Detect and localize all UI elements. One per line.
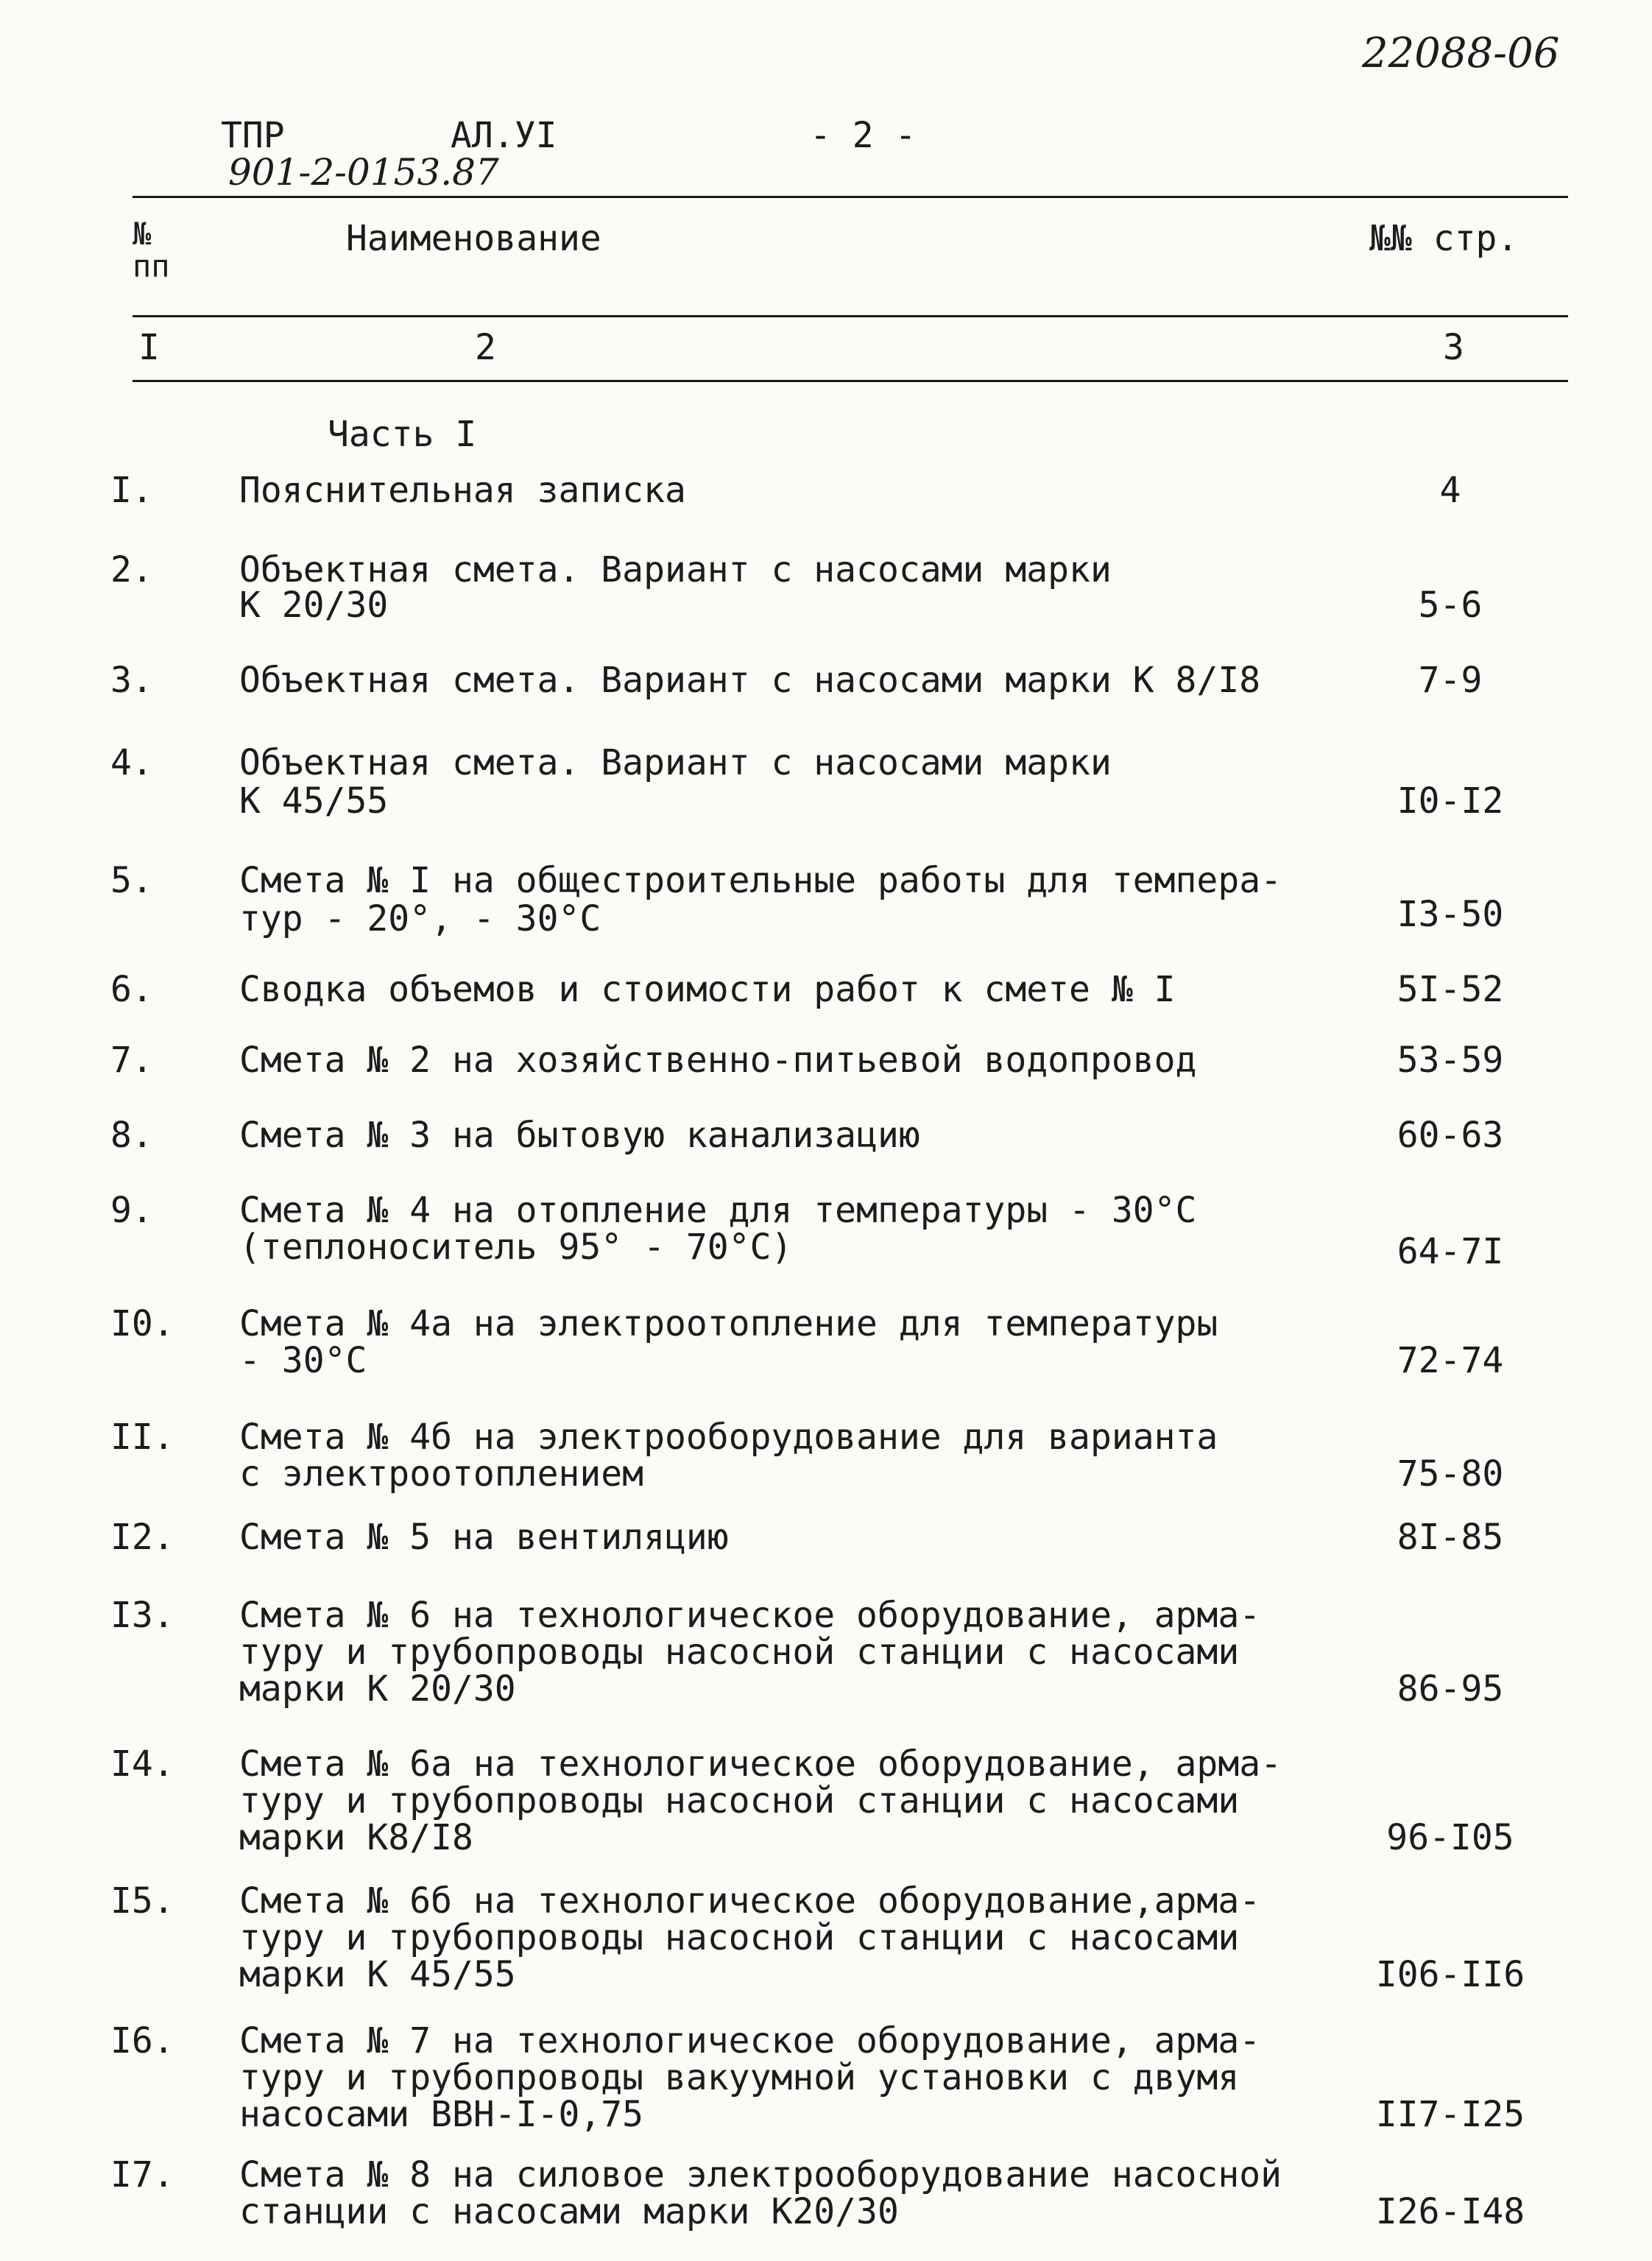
row-title: туру и трубопроводы вакуумной установки с двумя [239, 2057, 1240, 2098]
row-title: станции с насосами марки К20/30 [239, 2191, 899, 2232]
row-pages: 53-59 [1397, 1040, 1504, 1081]
row-pages: 72-74 [1397, 1340, 1504, 1381]
row-number: I5. [110, 1880, 174, 1922]
column-index-2: 2 [475, 327, 496, 368]
row-title: Смета № 4б на электрооборудование для варианта [239, 1417, 1218, 1458]
album-code: АЛ.УI [451, 115, 557, 156]
row-number: 4. [110, 742, 153, 783]
document-number: 22088-06 [1362, 29, 1560, 77]
row-title: марки К 20/30 [239, 1668, 516, 1710]
row-pages: II7-I25 [1375, 2094, 1525, 2135]
row-pages: 5I-52 [1397, 969, 1504, 1010]
row-title: Сводка объемов и стоимости работ к смете № I [239, 969, 1176, 1010]
row-title: Смета № 5 на вентиляцию [239, 1517, 729, 1558]
page-number: - 2 - [810, 115, 917, 156]
header-top-rule [133, 196, 1568, 198]
row-pages: 64-7I [1397, 1231, 1504, 1272]
column-index-1: I [138, 327, 160, 368]
row-pages: I0-I2 [1397, 780, 1504, 822]
row-title: Смета № 6 на технологическое оборудование, арма- [239, 1595, 1261, 1636]
row-number: I7. [110, 2154, 174, 2195]
row-title: Смета № 7 на технологическое оборудование, арма- [239, 2020, 1261, 2061]
row-number: I0. [110, 1303, 174, 1344]
row-pages: 4 [1439, 470, 1461, 511]
row-number: 9. [110, 1190, 153, 1231]
row-title: К 45/55 [239, 780, 389, 822]
row-title: с электроотоплением [239, 1453, 644, 1495]
row-title: марки К8/I8 [239, 1817, 473, 1858]
column-name-header: Наименование [346, 218, 601, 259]
column-index-3: 3 [1443, 327, 1464, 368]
row-title: Смета № 2 на хозяйственно-питьевой водопровод [239, 1040, 1197, 1081]
row-number: I6. [110, 2020, 174, 2061]
row-number: 7. [110, 1040, 153, 1081]
row-title: Объектная смета. Вариант с насосами марки [239, 742, 1112, 783]
row-number: I. [110, 470, 153, 511]
row-title: Смета № 8 на силовое электрооборудование насосной [239, 2154, 1282, 2195]
row-title: Смета № 3 на бытовую канализацию [239, 1115, 920, 1156]
part-title: Часть I [328, 414, 477, 455]
row-title: Смета № 4 на отопление для температуры - 30°С [239, 1190, 1197, 1231]
row-number: 5. [110, 860, 153, 901]
column-number-header: № пп [133, 216, 170, 284]
row-number: 2. [110, 549, 153, 590]
row-title: Смета № 4а на электроотопление для температуры [239, 1303, 1218, 1344]
row-title: К 20/30 [239, 585, 389, 626]
row-pages: 86-95 [1397, 1668, 1504, 1710]
header-bottom-rule [133, 380, 1568, 382]
header-middle-rule [133, 315, 1568, 317]
row-pages: 75-80 [1397, 1453, 1504, 1495]
row-pages: 7-9 [1418, 660, 1483, 701]
row-title: марки К 45/55 [239, 1954, 516, 1995]
row-title: Смета № 6а на технологическое оборудование, арма- [239, 1743, 1282, 1785]
row-number: I3. [110, 1595, 174, 1636]
row-title: (теплоноситель 95° - 70°С) [239, 1227, 793, 1268]
row-pages: I26-I48 [1375, 2191, 1525, 2232]
row-title: Объектная смета. Вариант с насосами марки [239, 549, 1112, 590]
row-number: 6. [110, 969, 153, 1010]
row-pages: 96-I05 [1386, 1817, 1514, 1858]
series-code: ТПР [221, 115, 285, 156]
row-title: туру и трубопроводы насосной станции с насосами [239, 1780, 1240, 1821]
row-title: - 30°С [239, 1340, 367, 1381]
column-pages-header: №№ стр. [1369, 218, 1519, 259]
row-number: 8. [110, 1115, 153, 1156]
row-number: I4. [110, 1743, 174, 1785]
row-title: туру и трубопроводы насосной станции с насосами [239, 1632, 1240, 1673]
row-number: II. [110, 1417, 174, 1458]
row-pages: I06-II6 [1375, 1954, 1525, 1995]
row-pages: 8I-85 [1397, 1517, 1504, 1558]
row-number: I2. [110, 1517, 174, 1558]
row-number: 3. [110, 660, 153, 701]
project-code: 901-2-0153.87 [228, 151, 499, 194]
row-pages: 5-6 [1418, 585, 1483, 626]
row-title: Смета № 6б на технологическое оборудование,арма- [239, 1880, 1261, 1922]
row-title: Объектная смета. Вариант с насосами марки К 8/I8 [239, 660, 1261, 701]
row-pages: I3-50 [1397, 894, 1504, 935]
row-pages: 60-63 [1397, 1115, 1504, 1156]
row-title: туру и трубопроводы насосной станции с насосами [239, 1917, 1240, 1958]
row-title: Пояснительная записка [239, 470, 686, 511]
row-title: тур - 20°, - 30°С [239, 898, 601, 939]
row-title: Смета № I на общестроительные работы для темпера- [239, 860, 1282, 901]
row-title: насосами ВВН-I-0,75 [239, 2094, 644, 2135]
